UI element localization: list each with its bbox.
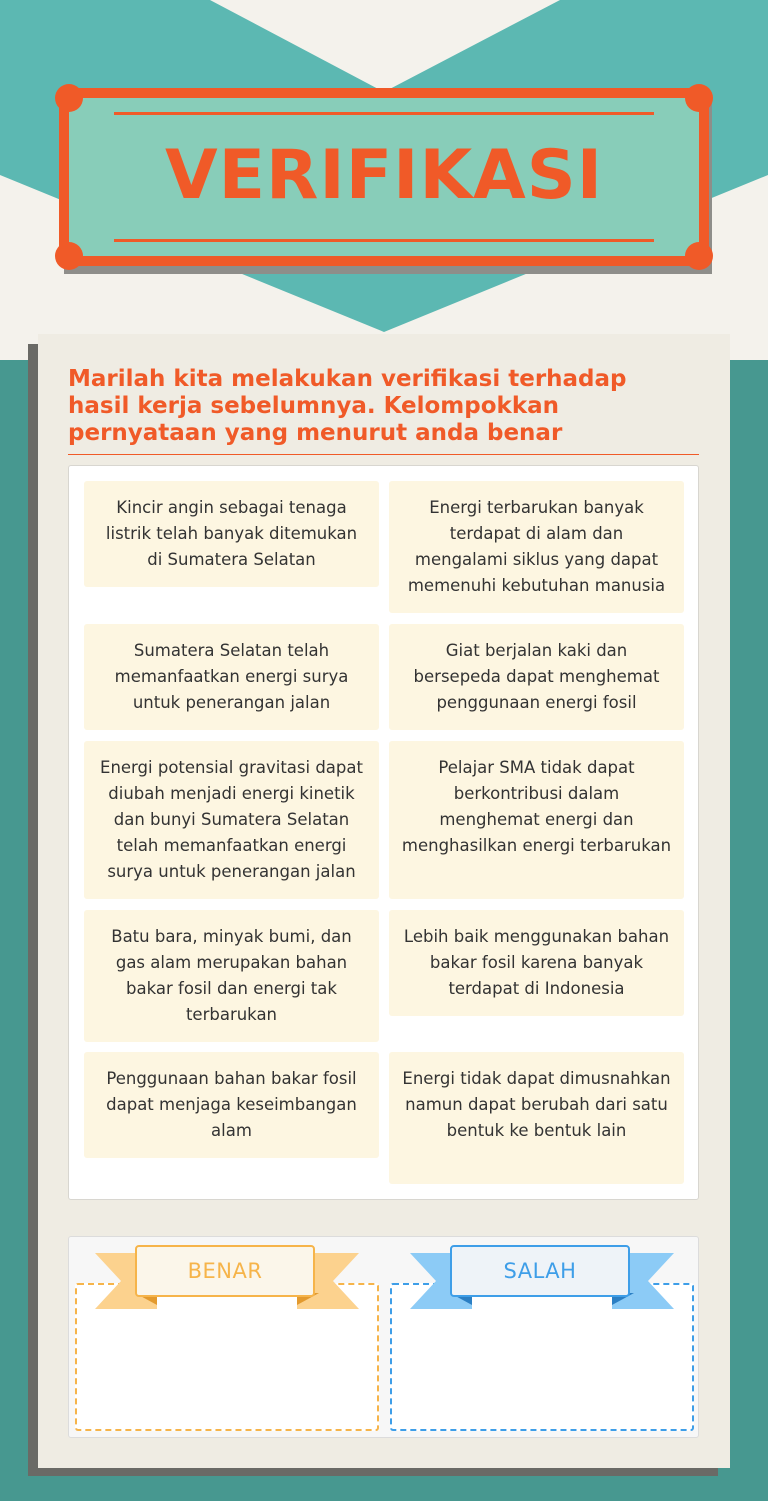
instruction-divider [68, 454, 699, 455]
statement-card[interactable]: Pelajar SMA tidak dapat berkontribusi dalam menghemat energi dan menghasilkan energi terbarukan [389, 741, 684, 899]
title-banner [59, 88, 709, 266]
category-label-benar: BENAR [135, 1245, 315, 1297]
title-banner-inner [69, 98, 699, 256]
statement-card[interactable]: Energi potensial gravitasi dapat diubah menjadi energi kinetik dan bunyi Sumatera Selatan telah memanfaatkan energi surya untuk penerangan jalan [84, 741, 379, 899]
instruction-text: Marilah kita melakukan verifikasi terhadap hasil kerja sebelumnya. Kelompokkan pernyataan yang menurut anda benar [68, 366, 627, 446]
drop-panel [68, 1236, 699, 1438]
banner-corner [685, 242, 713, 270]
statement-card[interactable]: Penggunaan bahan bakar fosil dapat menjaga keseimbangan alam [84, 1052, 379, 1158]
statements-panel [68, 465, 699, 1200]
banner-corner [55, 242, 83, 270]
banner-rule-bottom [114, 239, 654, 242]
statement-card[interactable]: Kincir angin sebagai tenaga listrik telah banyak ditemukan di Sumatera Selatan [84, 481, 379, 587]
banner-rule-top [114, 112, 654, 115]
ribbon-benar [95, 1243, 359, 1311]
banner-corner [55, 84, 83, 112]
statement-card[interactable]: Energi terbarukan banyak terdapat di alam dan mengalami siklus yang dapat memenuhi kebutuhan manusia [389, 481, 684, 613]
category-label-salah: SALAH [450, 1245, 630, 1297]
banner-corner [685, 84, 713, 112]
statement-card[interactable]: Lebih baik menggunakan bahan bakar fosil karena banyak terdapat di Indonesia [389, 910, 684, 1016]
activity-card [38, 334, 730, 1468]
ribbon-salah [410, 1243, 674, 1311]
statement-card[interactable]: Giat berjalan kaki dan bersepeda dapat menghemat penggunaan energi fosil [389, 624, 684, 730]
statement-card[interactable]: Batu bara, minyak bumi, dan gas alam merupakan bahan bakar fosil dan energi tak terbarukan [84, 910, 379, 1042]
statement-card[interactable]: Sumatera Selatan telah memanfaatkan energi surya untuk penerangan jalan [84, 624, 379, 730]
statement-card[interactable]: Energi tidak dapat dimusnahkan namun dapat berubah dari satu bentuk ke bentuk lain [389, 1052, 684, 1184]
page-title: VERIFIKASI [164, 136, 604, 215]
